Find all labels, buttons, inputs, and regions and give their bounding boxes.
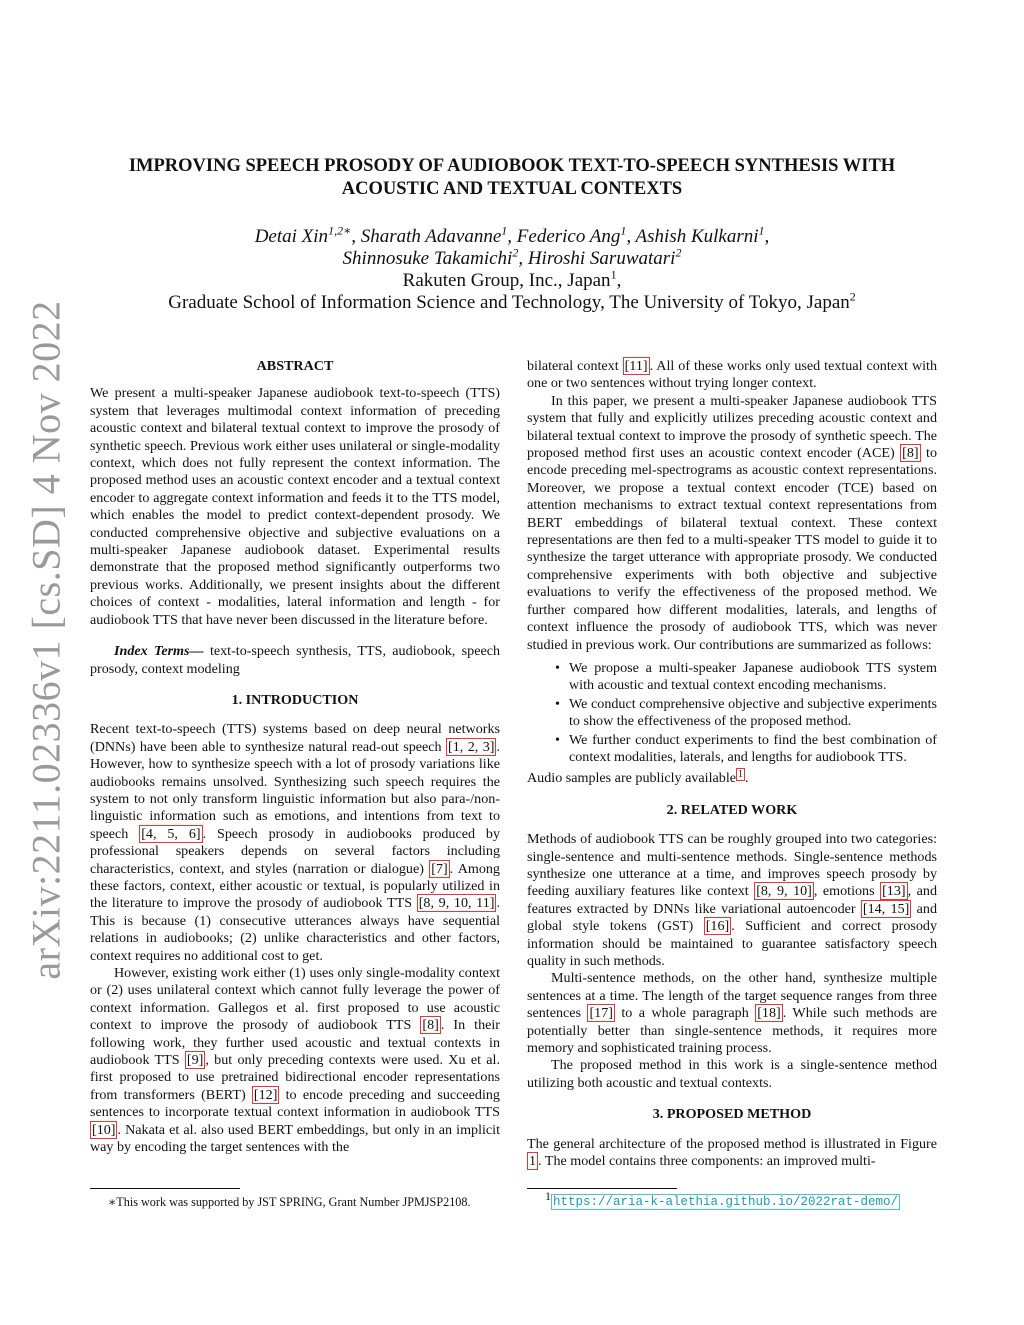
arxiv-id: arXiv:2211.02336v1 [cs.SD] 4 Nov 2022 [23, 300, 69, 980]
index-terms [90, 643, 500, 678]
affiliation-mark: 1 [610, 267, 617, 282]
citation-link[interactable]: [14, 15] [862, 900, 910, 917]
title-line-1: IMPROVING SPEECH PROSODY OF AUDIOBOOK TEXT-TO-SPEECH SYNTHESIS WITH [128, 156, 896, 176]
text-run: . This is because (1) consecutive utterances always have sequential relations in audiobooks; (2) unlike characteristics and other factors, context requires no additional cost to get. [90, 895, 500, 964]
text-run: to encode preceding mel-spectrograms as acoustic context representations. Moreover, we propose a textual context encoder (TCE) based on attention mechanisms to extract textual context representations from BERT embeddings of bilateral textual context. These context representations are then fed to a multi-speaker TTS model to guide it to synthesize the target utterance with appropriate prosody. We conducted comprehensive experiments with both objective and subjective evaluations to verify the effectiveness of the proposed method. We further compared how different modalities, laterals, and lengths of context influence the prosody of audiobook TTS, which was never studied in previous work. Our contributions are summarized as follows: [527, 445, 937, 653]
citation-link[interactable]: [18] [757, 1005, 781, 1022]
text-run: In this paper, we present a multi-speaker Japanese audiobook TTS system that fully and explicitly utilizes preceding acoustic context and bilateral textual context to improve the prosody of synthetic speech. The proposed method first uses an acoustic context encoder (ACE) [527, 392, 937, 462]
author-affil-mark: 1 [758, 223, 765, 238]
text-run: , emotions [813, 883, 881, 900]
citation-link[interactable]: [9] [186, 1052, 204, 1069]
author-affil-mark: 1 [501, 223, 508, 238]
text-run: , and features extracted by DNNs like variational autoencoder [527, 883, 937, 917]
related-paragraph-3: The proposed method in this work is a single-sentence method utilizing both acoustic and textual contexts. [527, 1057, 937, 1091]
citation-link[interactable]: [13] [882, 883, 906, 900]
text-run: to encode preceding and succeeding sentences to incorporate textual context information in audiobook TTS [90, 1086, 500, 1121]
abstract-heading: ABSTRACT [256, 358, 334, 374]
title-line-2: ACOUSTIC AND TEXTUAL CONTEXTS [341, 179, 683, 199]
author-name: Detai Xin [254, 226, 329, 247]
right-paragraph-1 [527, 358, 937, 393]
list-item: • We conduct comprehensive objective and subjective experiments to show the effectiveness of the proposed method. [569, 696, 937, 731]
demo-url-link[interactable]: https://aria-k-alethia.github.io/2022rat-demo/ [553, 1195, 899, 1209]
citation-link[interactable]: [8, 9, 10, 11] [418, 895, 495, 912]
related-paragraph-2 [527, 970, 937, 1057]
author-line-1: Detai Xin$^{1,2∗}$, Sharath Adavanne$^1$, Federico Ang$^1$, Ashish Kulkarni$^1$, [254, 223, 770, 247]
right-column [527, 358, 937, 1170]
citation-link[interactable]: [1, 2, 3] [448, 738, 495, 755]
index-terms-label: Index Terms— [114, 643, 204, 660]
text-run: , but only preceding contexts were used. Xu et al. first proposed to use pretrained bidirectional encoder representations from transformers (BERT) [90, 1052, 500, 1103]
footnote-number: 1 [545, 1188, 551, 1203]
text-run: Methods of audiobook TTS can be roughly grouped into two categories: single-sentence and multi-sentence methods. Single-sentence methods synthesize one utterance at a time, and improves speech prosody by feeding auxiliary features like context [527, 831, 937, 900]
citation-link[interactable]: [16] [705, 918, 730, 935]
affiliation-mark: 2 [849, 289, 856, 304]
contribution-list [527, 660, 937, 766]
related-paragraph-1 [527, 831, 937, 970]
intro-paragraph-1 [90, 721, 500, 965]
affiliation-1: Rakuten Group, Inc., Japan$^1$, [402, 267, 622, 291]
text-run: The general architecture of the proposed method is illustrated in Figure [527, 1135, 937, 1152]
audio-samples-line: Audio samples are publicly available $^1$ . [527, 768, 749, 787]
text-run: . Nakata et al. also used BERT embeddings, but only in an implicit way by encoding the target sentences with the [90, 1121, 500, 1156]
text-run: . All of these works only used textual context with one or two sentences without trying longer context. [527, 358, 938, 392]
text-run: Multi-sentence methods, on the other hand, synthesize multiple sentences at a time. The length of the target sequence ranges from three sentences [527, 970, 937, 1022]
right-paragraph-2 [527, 393, 937, 654]
citation-link[interactable]: [17] [589, 1005, 613, 1022]
citation-link[interactable]: [10] [92, 1121, 116, 1138]
method-paragraph-1 [527, 1136, 937, 1171]
author-affil-mark: 1 [620, 223, 627, 238]
list-item: • We propose a multi-speaker Japanese audiobook TTS system with acoustic and textual context encoding mechanisms. [569, 660, 937, 695]
related-heading: 2. RELATED WORK [666, 801, 798, 818]
author-affil-mark: 2 [512, 245, 519, 260]
text-run: . However, how to synthesize speech with a lot of prosody variations like audiobooks remains unsolved. Synthesizing such speech requires the system to not only transform linguistic information but also para-/non-linguistic information such as emotions, and intentions from text to speech [90, 738, 500, 842]
index-terms-text: text-to-speech synthesis, TTS, audiobook, speech prosody, context modeling [90, 643, 501, 677]
intro-paragraph-2 [90, 965, 500, 1156]
text-run: . Among these factors, context, either acoustic or textual, is popularly utilized in the literature to improve the prosody of audiobook TTS [90, 860, 500, 912]
text-run: bilateral context [527, 358, 623, 374]
author-line-2: Shinnosuke Takamichi$^2$, Hiroshi Saruwatari$^2$ [342, 245, 682, 269]
citation-link[interactable]: [12] [253, 1086, 278, 1103]
text-run: and global style tokens (GST) [527, 900, 938, 935]
author-affil-mark: 2 [675, 245, 682, 260]
left-column [90, 358, 500, 1156]
list-item: • We further conduct experiments to find the best combination of context modalities, laterals, and lengths for audiobook TTS. [569, 732, 937, 767]
author-name: Federico Ang [516, 226, 621, 247]
affiliation-text: Rakuten Group, Inc., Japan [402, 270, 611, 291]
text-run: . The model contains three components: an improved multi- [538, 1153, 876, 1170]
citation-link[interactable]: [4, 5, 6] [141, 825, 201, 842]
citation-link[interactable]: [8] [902, 445, 919, 462]
method-heading: 3. PROPOSED METHOD [652, 1106, 812, 1123]
citation-link[interactable]: [11] [624, 358, 648, 374]
citation-link[interactable]: [8] [422, 1017, 439, 1034]
text-run: Recent text-to-speech (TTS) systems based on deep neural networks (DNNs) have been able to synthesize natural read-out speech [90, 721, 500, 755]
abstract-text: We present a multi-speaker Japanese audiobook text-to-speech (TTS) system that leverages multimodal context information of preceding acoustic context and bilateral textual context to improve the prosody of synthetic speech. Previous work either uses unilateral or single-modality context, which does not fully represent the context information. The proposed method uses an acoustic context encoder and a textual context encoder to aggregate context information and feeds it to the TTS model, which enables the model to predict context-dependent prosody. We conducted comprehensive objective and subjective evaluations on a multi-speaker Japanese audiobook dataset. Experimental results demonstrate that the proposed method significantly outperforms two previous works. Additionally, we present insights about the different choices of context - modalities, lateral information and length - for audiobook TTS that have never been discussed in the literature before. [90, 385, 500, 628]
footnote-right [545, 1188, 945, 1210]
author-name: Hiroshi Saruwatari [527, 248, 676, 269]
affiliation-2 [80, 289, 944, 314]
citation-link[interactable]: [8, 9, 10] [756, 883, 812, 900]
author-name: Shinnosuke Takamichi [342, 248, 513, 269]
text-run: . Speech prosody in audiobooks produced by professional speakers depends on several factors including characteristics, context, and styles (narration or dialogue) [90, 825, 500, 877]
figure-link[interactable]: 1 [529, 1153, 537, 1170]
author-name: Ashish Kulkarni [635, 226, 759, 247]
paper-title [80, 155, 944, 201]
text-run: Audio samples are publicly available [527, 770, 736, 787]
footnote-left: ∗This work was supported by JST SPRING, Grant Number JPMJSP2108. [108, 1195, 471, 1209]
author-affil-mark: 1,2∗ [328, 223, 352, 238]
citation-link[interactable]: [7] [431, 860, 448, 877]
text-run: . In their following work, they further used acoustic and textual contexts in audiobook TTS [90, 1017, 500, 1069]
footnote-rule-left [90, 1188, 240, 1189]
author-block [80, 223, 944, 314]
text-run: . While such methods are potentially better than single-sentence methods, it requires more memory and sophisticated training process. [527, 1005, 937, 1057]
affiliation-text: Graduate School of Information Science and Technology, The University of Tokyo, Japan [168, 292, 850, 313]
author-name: Sharath Adavanne [360, 226, 502, 247]
intro-heading: 1. INTRODUCTION [231, 691, 359, 708]
footnote-marker[interactable]: 1 [738, 768, 743, 780]
text-run: . Sufficient and correct prosody information should be maintained to guarantee satisfactory speech quality in such methods. [527, 918, 937, 969]
text-run: However, existing work either (1) uses only single-modality context or (2) uses unilateral context which cannot fully leverage the power of context information. Gallegos et al. first proposed to use acoustic context to improve the prosody of audiobook TTS [90, 965, 500, 1034]
text-run: to a whole paragraph [614, 1005, 756, 1022]
